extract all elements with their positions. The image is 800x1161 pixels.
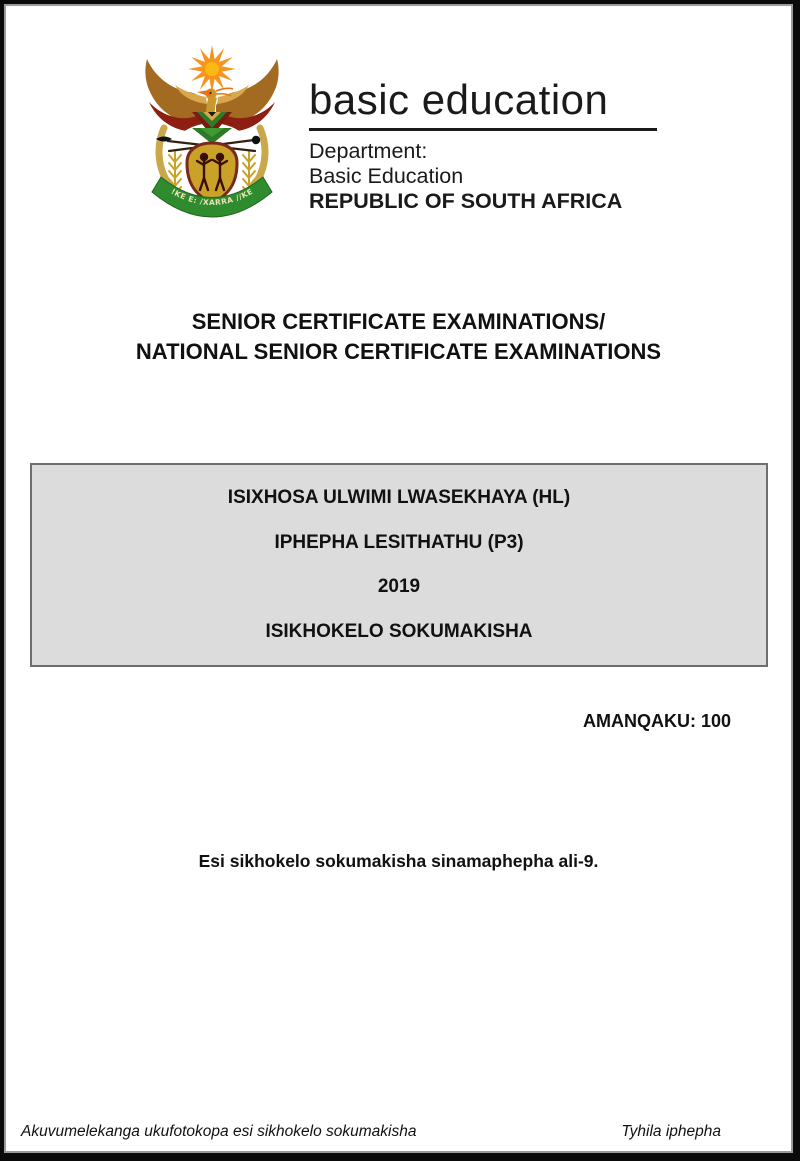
exam-title-line1: SENIOR CERTIFICATE EXAMINATIONS/ [191,309,606,334]
footer [21,1123,721,1141]
motto-text: !KE E: /XARRA //KE [169,186,255,208]
department-name: Basic Education [309,164,464,188]
copyright-notice: Akuvumelekanga ukufotokopa esi sikhokelo sokumakisha [21,1123,417,1140]
wordmark-basic-education: basic education [309,76,609,123]
wordmark-underline [309,128,657,131]
department-wordmark-block [309,76,669,214]
department-label: Department: [309,139,428,163]
turn-over-instruction: Tyhila iphepha [621,1123,721,1140]
marks-total: AMANQAKU: 100 [582,711,731,731]
exam-title [4,307,793,367]
pages-note: Esi sikhokelo sokumakisha sinamaphepha ali-9. [198,851,599,871]
paper-number: IPHEPHA LESITHATHU (P3) [274,531,524,553]
exam-year: 2019 [377,576,421,598]
document-type: ISIKHOKELO SOKUMAKISHA [265,620,533,642]
subject-name: ISIXHOSA ULWIMI LWASEKHAYA (HL) [227,487,571,509]
subject-box [30,463,768,667]
south-africa-coat-of-arms-icon [134,44,294,234]
exam-title-line2: NATIONAL SENIOR CERTIFICATE EXAMINATIONS [135,339,662,364]
country-name: REPUBLIC OF SOUTH AFRICA [309,189,623,213]
